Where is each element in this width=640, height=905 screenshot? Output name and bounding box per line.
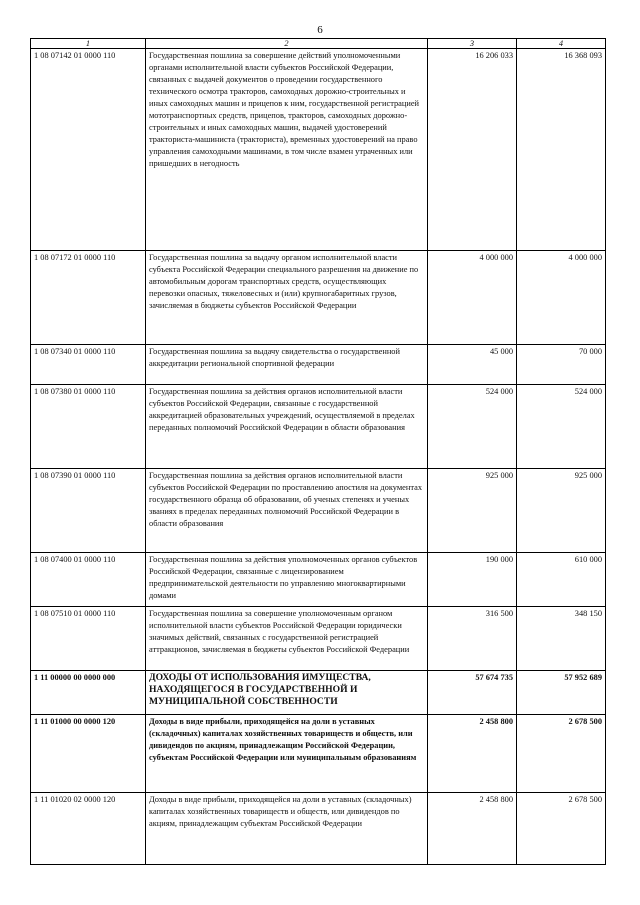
table-header-row: [31, 39, 606, 49]
row-code: 1 08 07142 01 0000 110: [31, 49, 146, 251]
row-value-col4: 57 952 689: [517, 671, 606, 715]
row-name: ДОХОДЫ ОТ ИСПОЛЬЗОВАНИЯ ИМУЩЕСТВА, НАХОДЯЩЕГОСЯ В ГОСУДАРСТВЕННОЙ И МУНИЦИПАЛЬНОЙ СОБСТВЕННОСТИ: [146, 671, 428, 715]
row-value-col4: 4 000 000: [517, 251, 606, 345]
row-value-col3: 524 000: [428, 385, 517, 469]
table-row: [31, 49, 606, 251]
row-value-col4: 925 000: [517, 469, 606, 553]
row-name: Доходы в виде прибыли, приходящейся на доли в уставных (складочных) капиталах хозяйственных товариществ и обществ, или дивидендов по акциям, принадлежащим Российской Федерации, субъектам Российской Федерации или муниципальным образованиям: [146, 715, 428, 793]
table-row: [31, 469, 606, 553]
row-value-col4: 2 678 500: [517, 715, 606, 793]
column-header-3: 3: [428, 39, 517, 49]
row-name: Доходы в виде прибыли, приходящейся на доли в уставных (складочных) капиталах хозяйственных товариществ и обществ, или дивидендов по акциям, принадлежащим субъектам Российской Федерации: [146, 793, 428, 865]
row-name: Государственная пошлина за действия уполномоченных органов субъектов Российской Федерации, связанные с лицензированием предпринимательской деятельности по управлению многоквартирными домами: [146, 553, 428, 607]
row-value-col4: 610 000: [517, 553, 606, 607]
column-header-1: 1: [31, 39, 146, 49]
row-code: 1 08 07340 01 0000 110: [31, 345, 146, 385]
row-code: 1 08 07510 01 0000 110: [31, 607, 146, 671]
table-row: [31, 251, 606, 345]
row-value-col3: 16 206 033: [428, 49, 517, 251]
row-value-col3: 4 000 000: [428, 251, 517, 345]
row-code: 1 11 01000 00 0000 120: [31, 715, 146, 793]
row-name: Государственная пошлина за выдачу свидетельства о государственной аккредитации региональной спортивной федерации: [146, 345, 428, 385]
row-value-col4: 348 150: [517, 607, 606, 671]
row-value-col4: 70 000: [517, 345, 606, 385]
row-name: Государственная пошлина за действия органов исполнительной власти субъектов Российской Федерации по проставлению апостиля на документах государственного образца об образовании, об ученых степенях и ученых званиях в пределах переданных полномочий Российской Федерации в области образования: [146, 469, 428, 553]
page-number: 6: [317, 24, 323, 36]
column-header-4: 4: [517, 39, 606, 49]
row-value-col3: 316 500: [428, 607, 517, 671]
row-value-col3: 190 000: [428, 553, 517, 607]
row-value-col3: 45 000: [428, 345, 517, 385]
row-value-col3: 925 000: [428, 469, 517, 553]
row-value-col4: 16 368 093: [517, 49, 606, 251]
column-header-2: 2: [146, 39, 428, 49]
table-row: [31, 385, 606, 469]
table-row: [31, 553, 606, 607]
row-value-col4: 524 000: [517, 385, 606, 469]
row-value-col4: 2 678 500: [517, 793, 606, 865]
row-value-col3: 2 458 800: [428, 715, 517, 793]
row-value-col3: 57 674 735: [428, 671, 517, 715]
row-code: 1 11 01020 02 0000 120: [31, 793, 146, 865]
row-code: 1 08 07172 01 0000 110: [31, 251, 146, 345]
row-value-col3: 2 458 800: [428, 793, 517, 865]
row-code: 1 08 07400 01 0000 110: [31, 553, 146, 607]
row-code: 1 11 00000 00 0000 000: [31, 671, 146, 715]
row-code: 1 08 07380 01 0000 110: [31, 385, 146, 469]
table-row: [31, 715, 606, 793]
table-row: [31, 793, 606, 865]
row-name: Государственная пошлина за выдачу органом исполнительной власти субъекта Российской Федерации специального разрешения на движение по автомобильным дорогам транспортных средств, осуществляющих перевозки опасных, тяжеловесных и (или) крупногабаритных грузов, зачисляемая в бюджеты субъектов Российской Федерации: [146, 251, 428, 345]
row-name: Государственная пошлина за действия органов исполнительной власти субъектов Российской Федерации, связанные с государственной аккредитацией образовательных учреждений, осуществляемой в пределах переданных полномочий Российской Федерации в области образования: [146, 385, 428, 469]
budget-table: [30, 38, 606, 865]
table-row: [31, 671, 606, 715]
table-row: [31, 345, 606, 385]
row-code: 1 08 07390 01 0000 110: [31, 469, 146, 553]
row-name: Государственная пошлина за совершение уполномоченным органом исполнительной власти субъектов Российской Федерации юридически значимых действий, связанных с государственной регистрацией аттракционов, зачисляемая в бюджеты субъектов Российской Федерации: [146, 607, 428, 671]
row-name: Государственная пошлина за совершение действий уполномоченными органами исполнительной власти субъектов Российской Федерации, связанных с выдачей документов о проведении государственного технического осмотра тракторов, самоходных дорожно-строительных и иных самоходных машин и прицепов к ним, государственной регистрацией мототранспортных средств, прицепов, тракторов, самоходных дорожно-строительных и иных самоходных машин, выдачей удостоверений тракториста-машиниста (тракториста), временных удостоверений на право управления самоходными машинами, в том числе взамен утраченных или пришедших в негодность: [146, 49, 428, 251]
table-row: [31, 607, 606, 671]
